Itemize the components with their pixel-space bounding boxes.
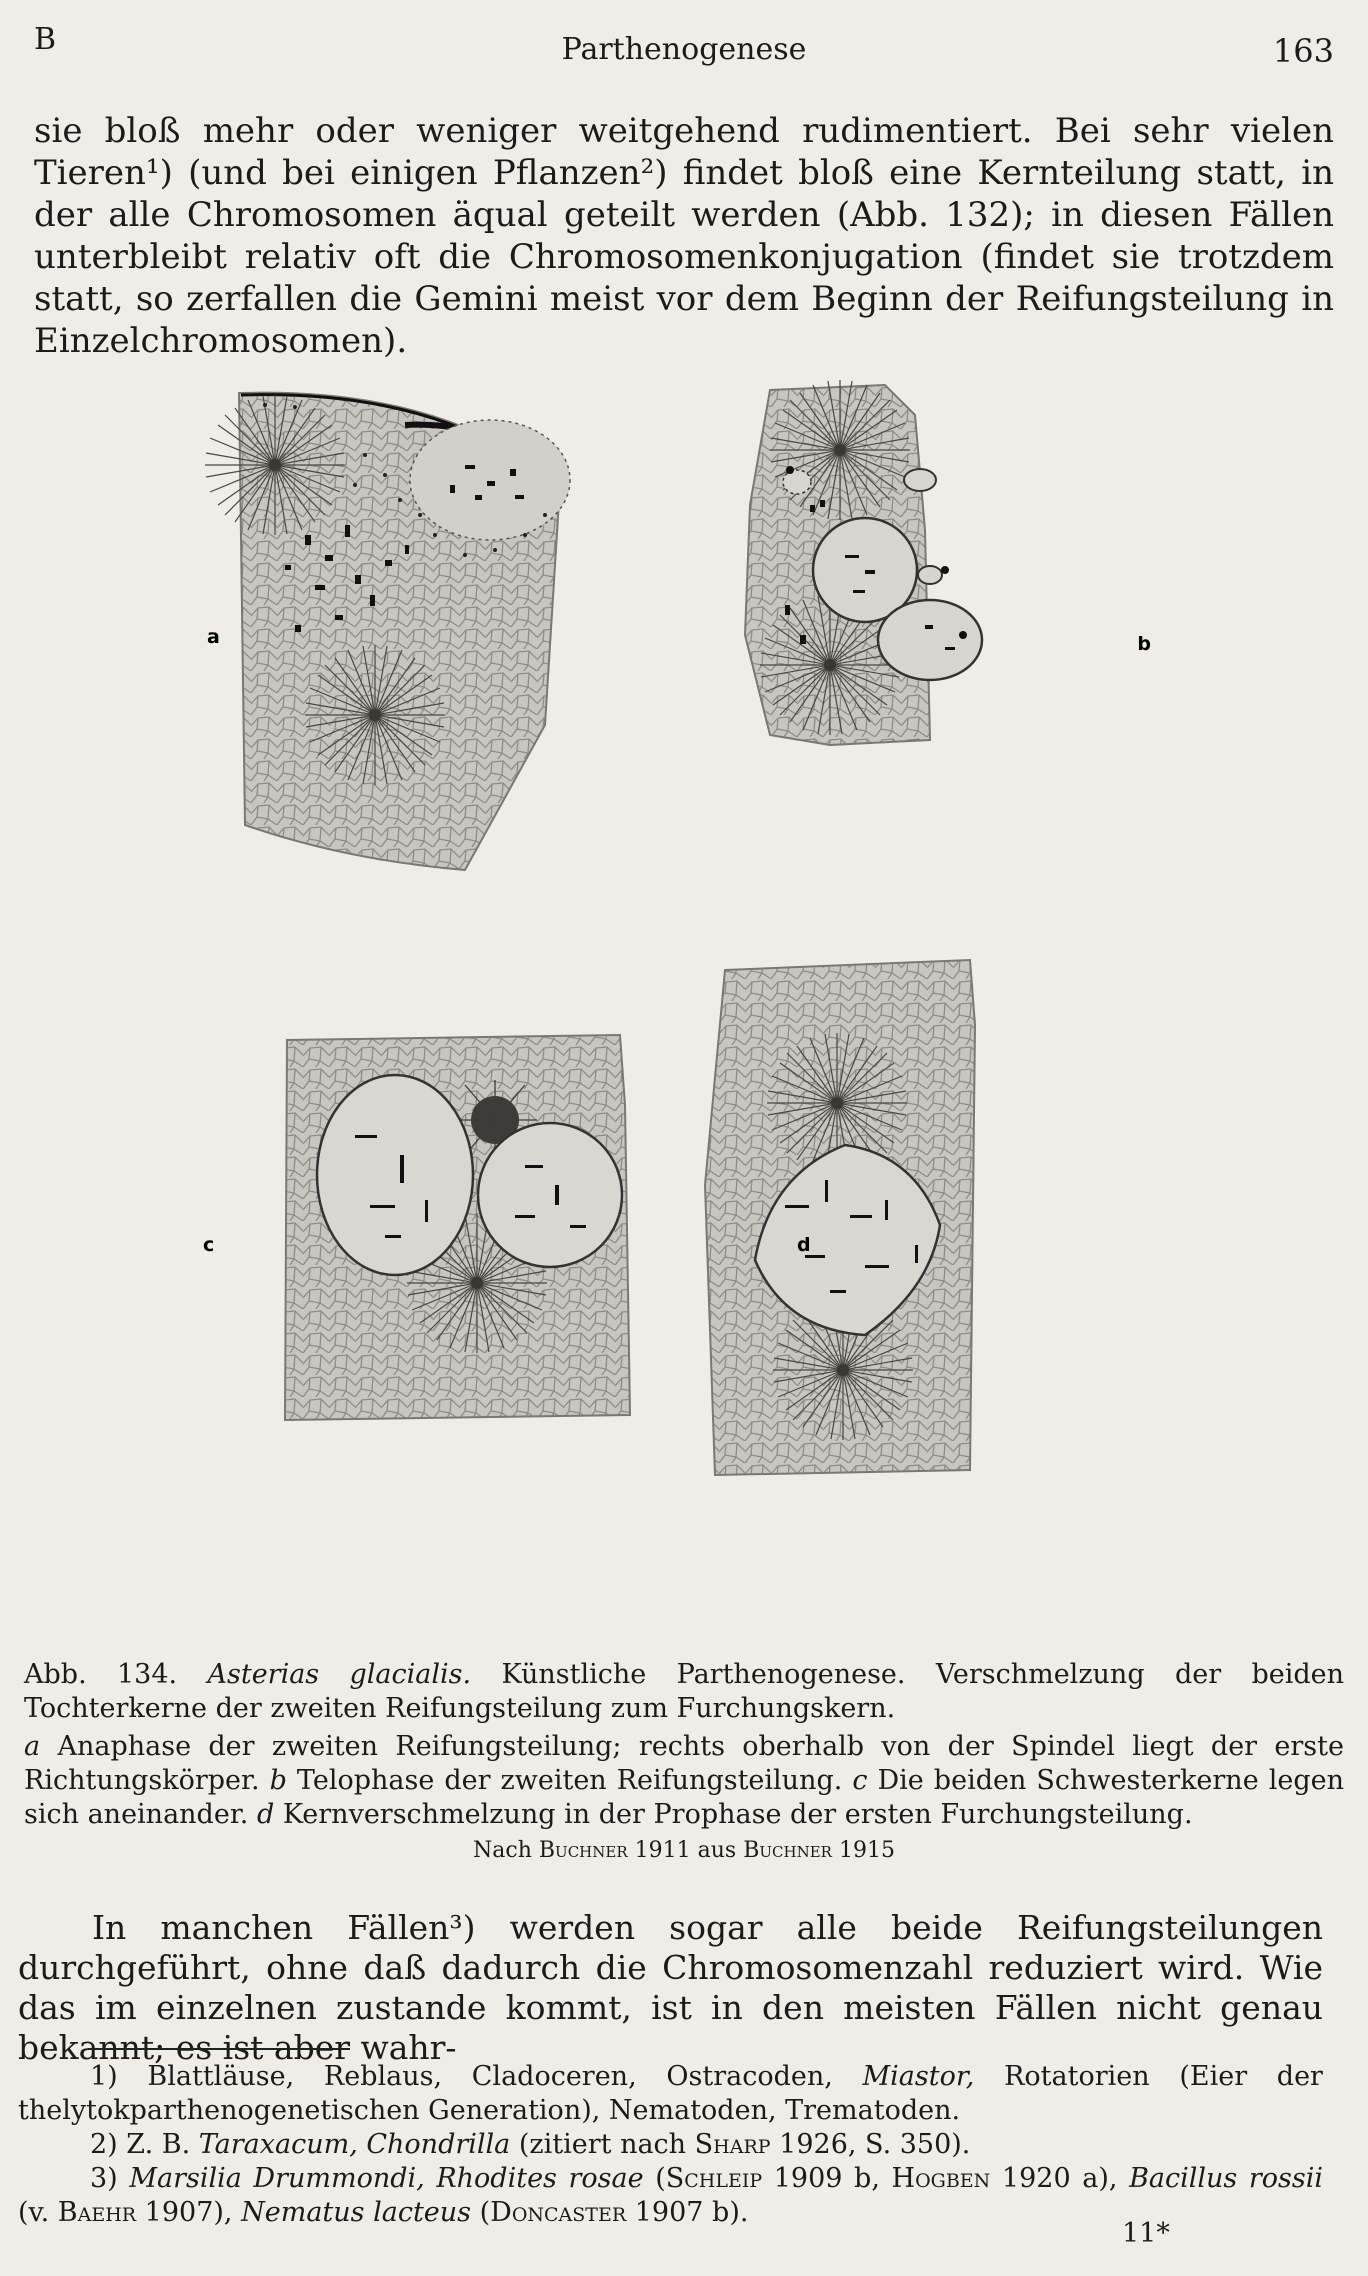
fn3-paren-2: ( — [479, 2197, 491, 2228]
panel-label-a: a — [207, 626, 220, 648]
fn3-year-2: 1920 a), — [1001, 2163, 1118, 2194]
page-number: 163 — [1272, 32, 1334, 70]
fn3-author-1: Schleip — [665, 2163, 763, 2194]
caption-d-label: d — [256, 1799, 275, 1830]
caption-b-text: Telophase der zweiten Reifungsteilung. — [296, 1765, 843, 1796]
caption-species: Asterias glacialis. — [207, 1659, 472, 1690]
fn3-author-2: Hogben — [891, 2163, 991, 2194]
footnotes — [18, 2060, 1323, 2230]
fn3-species-2: Bacillus rossii — [1129, 2163, 1324, 2194]
body-paragraph-top — [34, 110, 1334, 362]
credit-author-2: Buchner — [743, 1838, 832, 1863]
fn1-italic: Miastor, — [862, 2061, 975, 2092]
fn3-paren-v: (v. — [18, 2197, 50, 2228]
running-head — [34, 22, 1334, 70]
caption-credit — [24, 1834, 1344, 1868]
caption-main-text: Künstliche Parthenogenese. Verschmelzung der beiden Tochterkerne der zweiten Reifungsteilung zum Furchungskern. — [24, 1659, 1345, 1724]
signature-mark: 11* — [1122, 2218, 1170, 2249]
credit-author-1: Buchner — [538, 1838, 628, 1863]
fn3-author-4: Doncaster — [490, 2197, 627, 2228]
footnote-rule — [88, 2048, 350, 2050]
caption-c-text: Die beiden Schwesterkerne legen sich aneinander. — [24, 1765, 1344, 1830]
fn3-year-4: 1907 b). — [634, 2197, 749, 2228]
fn2-italic: Taraxacum, Chondrilla — [198, 2129, 511, 2160]
caption-d-text: Kernverschmelzung in der Prophase der ersten Furchungsteilung. — [282, 1799, 1193, 1830]
fn3-year-1: 1909 b, — [773, 2163, 880, 2194]
figure-illustration — [203, 385, 1155, 1590]
fn3-year-3: 1907), — [144, 2197, 233, 2228]
paragraph-text: In manchen Fällen³) werden sogar alle beide Reifungsteilungen durchgeführt, ohne daß dadurch die Chromosomenzahl reduziert wird. Wie das im einzelnen zustande kommt, ist in den meisten Fällen nicht genau bekannt; es ist aber wahr- — [18, 1908, 1323, 2067]
caption-main — [24, 1658, 1344, 1726]
sheet-signature: B — [34, 22, 57, 57]
caption-b-label: b — [269, 1765, 287, 1796]
footnote-2 — [18, 2128, 1323, 2162]
body-paragraph-bottom — [18, 1908, 1323, 2068]
fn2-text-end: 1926, S. 350). — [779, 2129, 971, 2160]
fn2-text: 2) Z. B. — [90, 2129, 191, 2160]
fn3-author-3: Baehr — [57, 2197, 137, 2228]
fn3-paren: ( — [655, 2163, 666, 2194]
panel-label-d: d — [797, 1234, 811, 1256]
figure-abb-134 — [203, 385, 1155, 1590]
panel-c — [285, 1035, 630, 1420]
caption-a-label: a — [24, 1731, 41, 1762]
fn1-text-end: Rotatorien (Eier der thelytokparthenogenetischen Generation), Nematoden, Trematoden. — [18, 2061, 1323, 2126]
credit-mid: 1911 aus — [634, 1838, 737, 1863]
panel-label-c: c — [203, 1234, 215, 1256]
panel-label-b: b — [1137, 633, 1151, 655]
fn3-number: 3) — [90, 2163, 118, 2194]
caption-panel-descriptions — [24, 1730, 1344, 1832]
fn2-text-mid: (zitiert nach — [518, 2129, 687, 2160]
figure-caption — [24, 1658, 1344, 1868]
caption-c-label: c — [852, 1765, 868, 1796]
paragraph-text: sie bloß mehr oder weniger weitgehend rudimentiert. Bei sehr vielen Tieren¹) (und bei einigen Pflanzen²) findet bloß eine Kernteilung statt, in der alle Chromosomen äqual geteilt werden (Abb. 132); in diesen Fällen unterbleibt relativ oft die Chromosomenkonjugation (findet sie trotzdem statt, so zerfallen die Gemini meist vor dem Beginn der Reifungsteilung in Einzelchromosomen). — [34, 111, 1334, 361]
running-title: Parthenogenese — [561, 32, 807, 67]
fn3-species-3: Nematus lacteus — [241, 2197, 472, 2228]
panel-d — [705, 960, 975, 1475]
footnote-1 — [18, 2060, 1323, 2128]
fn3-species-1: Marsilia Drummondi, Rhodites rosae — [129, 2163, 644, 2194]
panel-b — [745, 380, 982, 745]
credit-prefix: Nach — [473, 1838, 532, 1863]
panel-a — [205, 393, 570, 870]
fn2-author: Sharp — [694, 2129, 771, 2160]
fn1-text: 1) Blattläuse, Reblaus, Cladoceren, Ostracoden, — [90, 2061, 833, 2092]
credit-year-2: 1915 — [838, 1838, 895, 1863]
caption-fig-number: Abb. 134. — [24, 1659, 178, 1690]
caption-a-text: Anaphase der zweiten Reifungsteilung; rechts oberhalb von der Spindel liegt der erste Richtungskörper. — [24, 1731, 1344, 1796]
